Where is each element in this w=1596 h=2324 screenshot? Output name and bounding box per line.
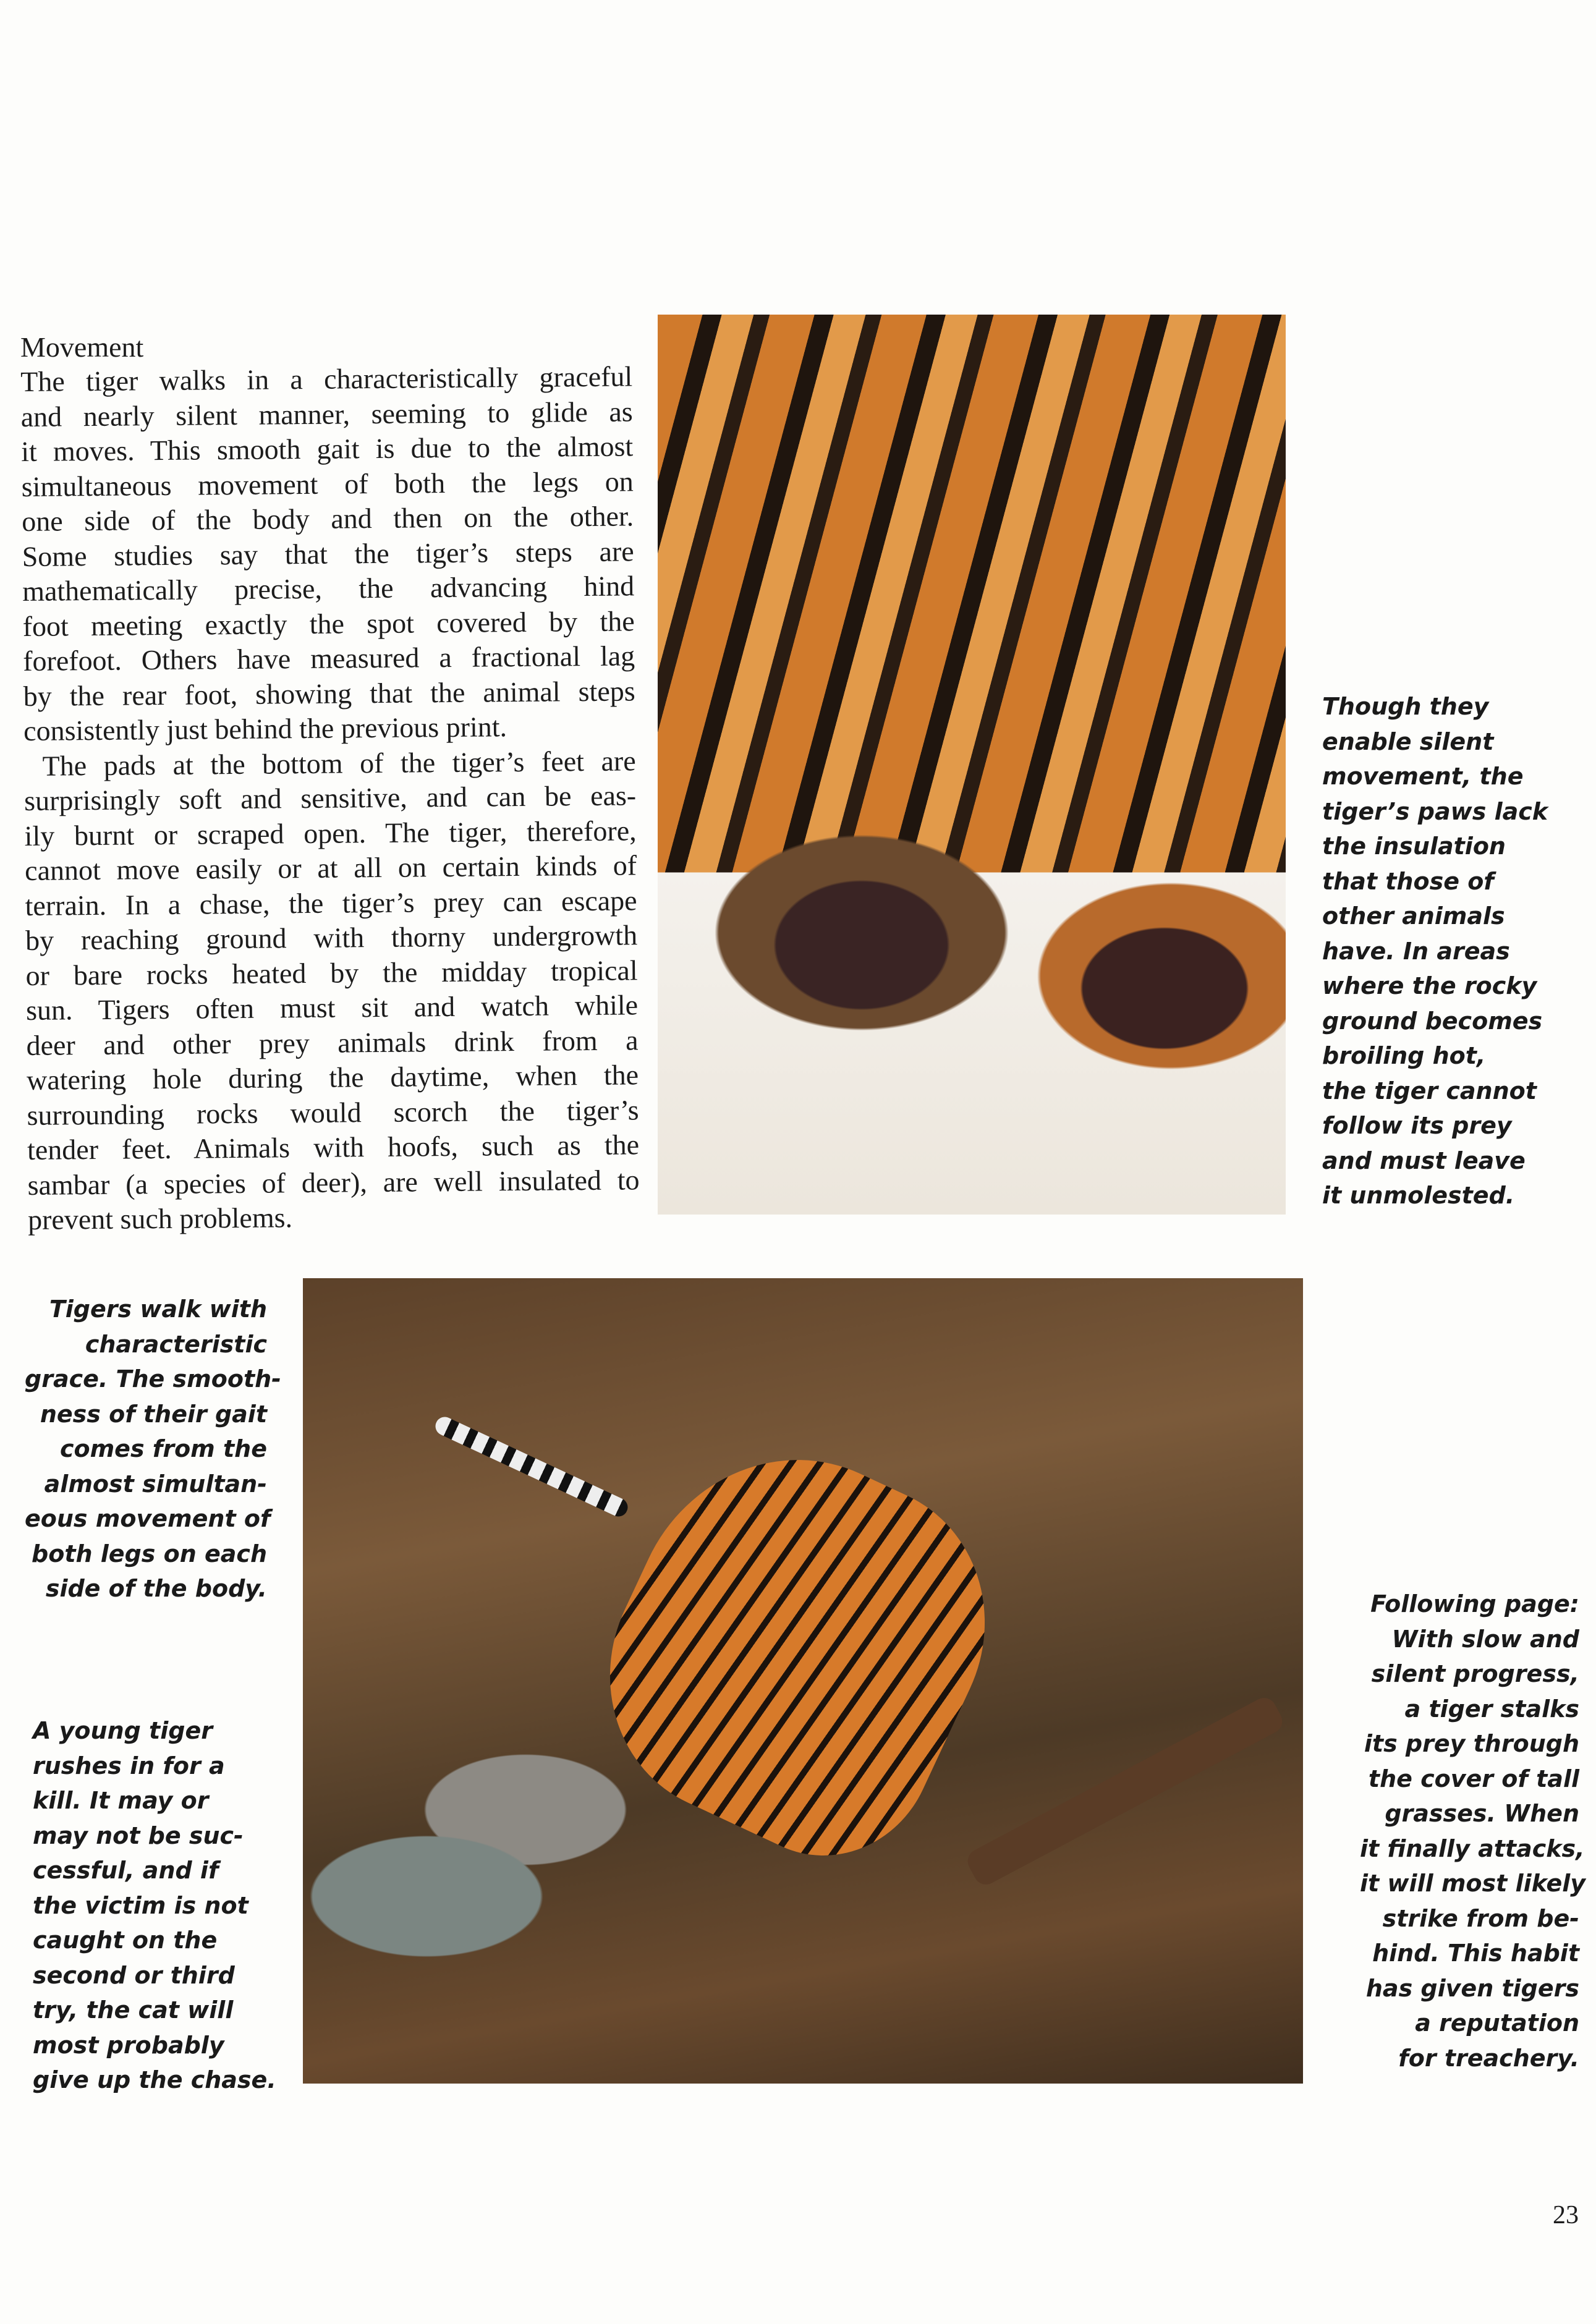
caption-line: for treachery. <box>1398 2044 1579 2072</box>
caption-line: it unmolested. <box>1322 1182 1515 1209</box>
caption-line: the victim is not <box>33 1891 248 1919</box>
photo-tiger-paws <box>658 315 1286 1215</box>
body-line: and nearly silent manner, seeming to glide as <box>20 395 633 433</box>
caption-line: give up the chase. <box>33 2066 276 2093</box>
caption-line: grace. The smooth- <box>25 1365 281 1393</box>
body-line: mathematically precise, the advancing hind <box>22 570 635 607</box>
caption-line: movement, the <box>1322 763 1524 790</box>
body-line: by the rear foot, showing that the animal steps <box>23 674 635 712</box>
caption-line: may not be suc- <box>33 1821 244 1849</box>
caption-line: the insulation <box>1322 833 1506 860</box>
body-line: simultaneous movement of both the legs on <box>21 465 634 503</box>
caption-line: strike from be- <box>1382 1904 1579 1932</box>
caption-line: follow its prey <box>1322 1112 1512 1139</box>
caption-line: side of the body. <box>45 1575 267 1602</box>
body-line: or bare rocks heated by the midday tropical <box>25 954 638 991</box>
caption-line: second or third <box>33 1961 235 1989</box>
caption-line: and must leave <box>1322 1147 1526 1174</box>
body-line: terrain. In a chase, the tiger’s prey can escape <box>25 884 637 922</box>
caption-line: comes from the <box>59 1435 267 1462</box>
photo-tiger-walking <box>303 1278 1303 2084</box>
body-text <box>20 359 640 1237</box>
caption-line: kill. It may or <box>33 1787 209 1814</box>
caption-line: it will most likely <box>1360 1870 1586 1897</box>
caption-line: has given tigers <box>1365 1974 1579 2002</box>
caption-following-page <box>1360 1587 1586 2076</box>
tiger-body <box>562 1408 1032 1890</box>
caption-line: silent progress, <box>1371 1660 1579 1687</box>
caption-line: Tigers walk with <box>49 1296 267 1323</box>
caption-line: With slow and <box>1391 1625 1579 1653</box>
caption-line: where the rocky <box>1322 972 1537 999</box>
caption-line: most probably <box>33 2031 224 2059</box>
body-line: sambar (a species of deer), are well insulated to <box>27 1163 640 1201</box>
caption-line: A young tiger <box>33 1717 213 1744</box>
body-line: ily burnt or scraped open. The tiger, therefore, <box>24 814 637 852</box>
caption-line: eous movement of <box>25 1505 271 1532</box>
caption-line: almost simultan- <box>44 1470 267 1498</box>
caption-line: hind. This habit <box>1372 1940 1579 1967</box>
body-line: cannot move easily or at all on certain kinds of <box>24 849 637 886</box>
fallen-log <box>964 1694 1287 1889</box>
caption-line: have. In areas <box>1322 937 1510 965</box>
tiger-tail <box>433 1414 631 1520</box>
caption-line: cessful, and if <box>33 1857 219 1884</box>
caption-line: a tiger stalks <box>1404 1695 1579 1723</box>
caption-line: rushes in for a <box>33 1752 225 1779</box>
caption-walk <box>25 1292 281 1606</box>
body-line: Some studies say that the tiger’s steps are <box>22 535 634 572</box>
caption-line: enable silent <box>1322 727 1494 755</box>
caption-line: grasses. When <box>1385 1800 1579 1827</box>
caption-line: ground becomes <box>1322 1007 1543 1035</box>
body-line: sun. Tigers often must sit and watch while <box>25 989 639 1026</box>
body-line: deer and other prey animals drink from a <box>26 1024 639 1061</box>
body-line: forefoot. Others have measured a fractional lag <box>22 640 635 677</box>
caption-line: other animals <box>1322 902 1505 930</box>
caption-line: the cover of tall <box>1368 1765 1579 1792</box>
body-line: one side of the body and then on the other. <box>21 500 634 537</box>
caption-line: a reputation <box>1415 2009 1579 2037</box>
caption-line: its prey through <box>1364 1730 1579 1757</box>
body-line: surrounding rocks would scorch the tiger’s <box>27 1093 639 1131</box>
body-line: The pads at the bottom of the tiger’s feet are <box>42 744 636 782</box>
body-line: The tiger walks in a characteristically graceful <box>20 360 633 397</box>
caption-line: that those of <box>1322 867 1494 895</box>
caption-line: caught on the <box>33 1927 218 1954</box>
caption-young-tiger <box>33 1713 276 2098</box>
caption-line: Following page: <box>1370 1590 1579 1618</box>
caption-line: the tiger cannot <box>1322 1077 1537 1105</box>
page-number: 23 <box>1553 2201 1579 2229</box>
caption-line: tiger’s paws lack <box>1322 797 1548 825</box>
body-line: surprisingly soft and sensitive, and can be eas- <box>23 779 637 816</box>
body-line: tender feet. Animals with hoofs, such as the <box>27 1129 640 1166</box>
caption-line: try, the cat will <box>33 1996 234 2024</box>
body-line: consistently just behind the previous print. <box>23 711 507 747</box>
caption-paws <box>1322 689 1548 1213</box>
caption-line: characteristic <box>85 1330 267 1358</box>
body-line: watering hole during the daytime, when the <box>26 1059 639 1096</box>
caption-line: both legs on each <box>32 1540 267 1567</box>
caption-line: Though they <box>1322 693 1489 720</box>
caption-line: broiling hot, <box>1322 1042 1486 1069</box>
section-heading: Movement <box>20 331 144 363</box>
body-line: it moves. This smooth gait is due to the almost <box>21 430 634 467</box>
body-line: prevent such problems. <box>27 1202 293 1236</box>
caption-line: it finally attacks, <box>1360 1834 1585 1862</box>
caption-line: ness of their gait <box>40 1400 267 1428</box>
body-line: foot meeting exactly the spot covered by the <box>22 604 635 642</box>
body-line: by reaching ground with thorny undergrowth <box>25 919 638 956</box>
